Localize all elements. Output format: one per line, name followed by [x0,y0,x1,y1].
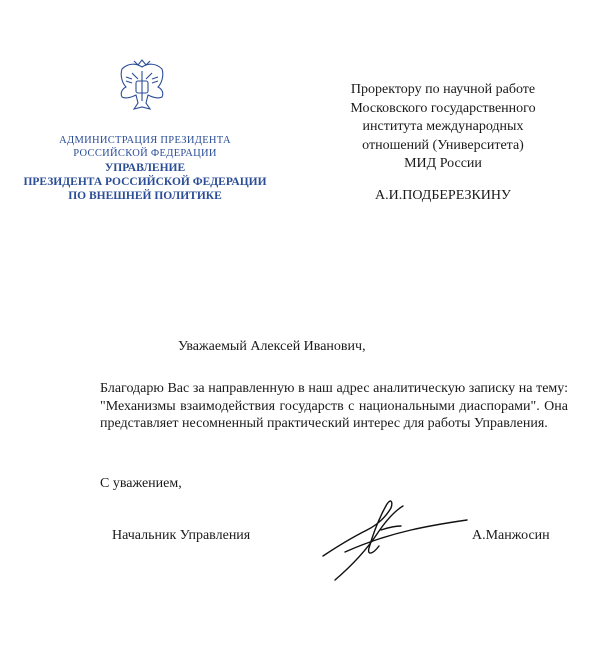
russian-coat-of-arms-icon [112,57,172,113]
addressee-line-5: МИД России [404,156,482,171]
addressee-line-1: Проректору по научной работе [350,82,536,97]
salutation: Уважаемый Алексей Иванович, [178,339,366,354]
administration-line-2: РОССИЙСКОЙ ФЕДЕРАЦИИ [73,147,217,159]
letter-body [100,380,568,433]
addressee-line-2: Московского государственного [350,100,536,116]
sender-department [20,135,270,203]
department-line-3: ПО ВНЕШНЕЙ ПОЛИТИКЕ [68,189,222,202]
closing: С уважением, [100,476,182,491]
signer-title: Начальник Управления [112,528,251,543]
department-line-2: ПРЕЗИДЕНТА РОССИЙСКОЙ ФЕДЕРАЦИИ [23,175,267,188]
handwritten-signature [315,490,475,590]
addressee-name: А.И.ПОДБЕРЕЗКИНУ [375,188,511,203]
signer-name: А.Манжосин [472,528,550,543]
addressee-block [318,81,568,174]
addressee-line-3: института международных [362,119,524,134]
addressee-line-4: отношений (Университета) [362,137,524,153]
department-line-1: УПРАВЛЕНИЕ [104,161,186,174]
administration-line-1: АДМИНИСТРАЦИЯ ПРЕЗИДЕНТА [59,135,231,146]
letter-body-text: Благодарю Вас за направленную в наш адрес аналитическую записку на тему: "Механизмы взаимодействия государств с национальными диаспорами". Она представляет несомненный практический интерес для работы Управления. [100,381,568,431]
